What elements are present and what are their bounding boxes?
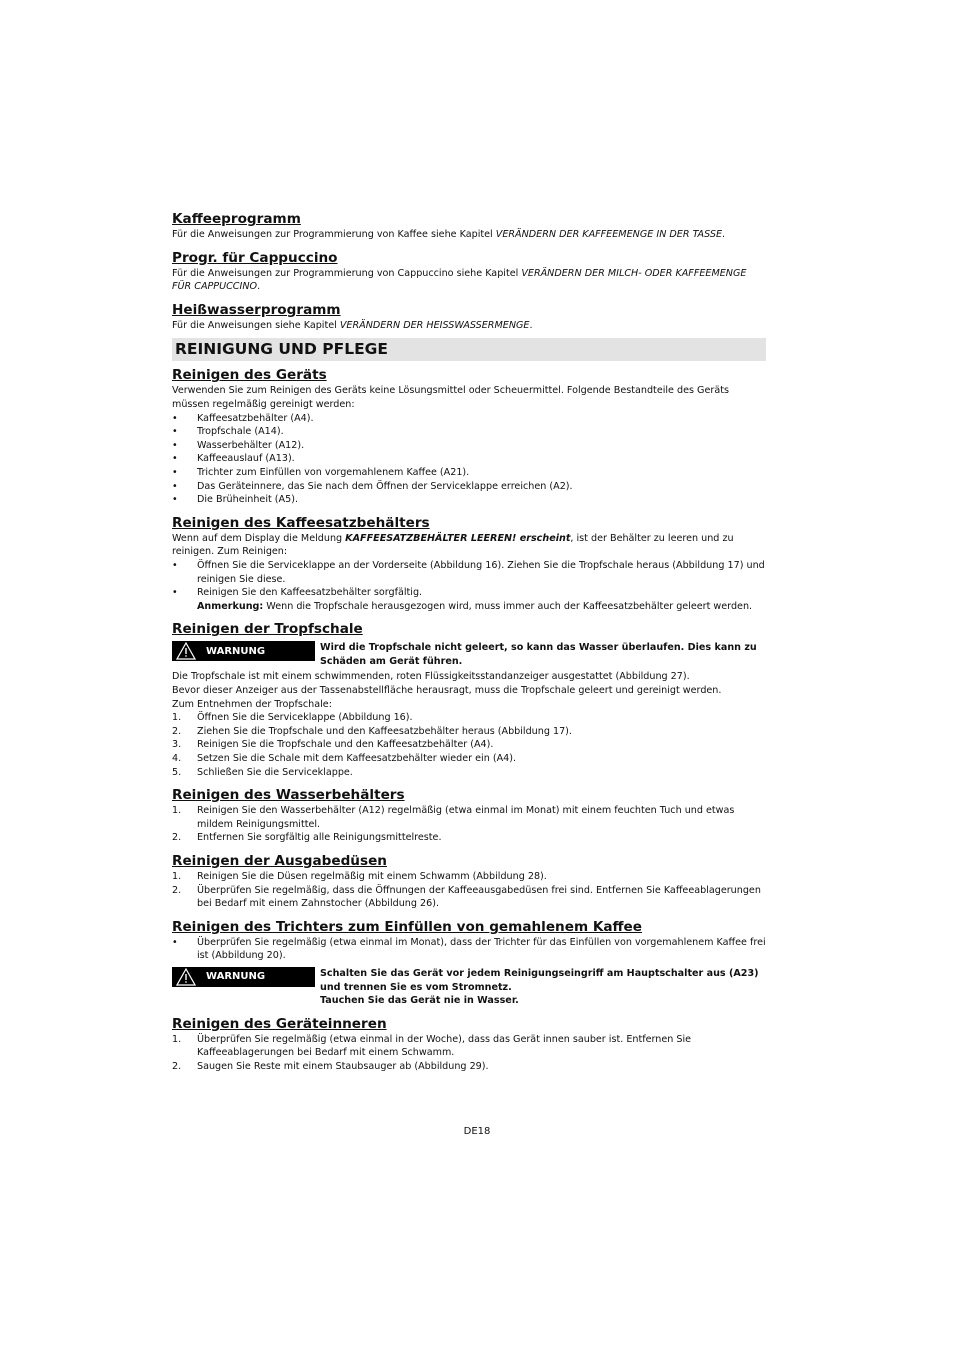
- step-number: 2.: [172, 725, 182, 737]
- list-item: [172, 480, 766, 494]
- kaffeeprogramm-end: .: [722, 229, 726, 240]
- kaffeesatz-intro-a: Wenn auf dem Display die Meldung: [172, 532, 346, 544]
- warning-box: [172, 967, 766, 1008]
- heisswasser-end: .: [529, 319, 533, 331]
- list-item: [172, 1060, 766, 1074]
- step-text: Entfernen Sie sorgfältig alle Reinigungsmittelreste.: [197, 832, 442, 844]
- bullet: •: [172, 426, 178, 438]
- list-item: [172, 452, 766, 466]
- bullet: •: [172, 466, 178, 478]
- list-item: [172, 559, 766, 586]
- step-text: Saugen Sie Reste mit einem Staubsauger ab (Abbildung 29).: [197, 1060, 489, 1072]
- warning-line: Schalten Sie das Gerät vor jedem Reinigungseingriff am Hauptschalter aus (A23) und trennen Sie es vom Stromnetz.: [320, 967, 759, 993]
- list-item: [172, 711, 766, 725]
- list-item: [172, 466, 766, 480]
- list-item: [172, 493, 766, 507]
- kaffeesatz-intro: [172, 532, 766, 559]
- step-text: Überprüfen Sie regelmäßig (etwa einmal in der Woche), dass das Gerät innen sauber ist. Entfernen Sie Kaffeeablagerungen bei Bedarf mit einem Schwamm.: [197, 1033, 692, 1059]
- list-item: [172, 586, 766, 600]
- kaffeesatz-intro-c: , ist der Behälter zu leeren und zu reinigen. Zum Reinigen:: [172, 532, 734, 558]
- warning-text: Wird die Tropfschale nicht geleert, so kann das Wasser überlaufen. Dies kann zu Schäden am Gerät führen.: [320, 642, 757, 667]
- heisswasser-text-lead: Für die Anweisungen siehe Kapitel: [172, 319, 340, 331]
- bullet: •: [172, 480, 178, 492]
- list-item: [172, 804, 766, 831]
- bullet: •: [172, 559, 178, 571]
- list-item: [172, 936, 766, 963]
- step-text: Öffnen Sie die Serviceklappe (Abbildung 16).: [197, 712, 413, 724]
- warning-box: [172, 641, 766, 668]
- kaffeeprogramm-ref: VERÄNDERN DER KAFFEEMENGE IN DER TASSE: [495, 229, 723, 240]
- list-item-text: Wasserbehälter (A12).: [197, 439, 305, 451]
- step-text: Setzen Sie die Schale mit dem Kaffeesatzbehälter wieder ein (A4).: [197, 753, 517, 765]
- list-item: [172, 831, 766, 845]
- step-text: Ziehen Sie die Tropfschale und den Kaffeesatzbehälter heraus (Abbildung 17).: [197, 725, 572, 737]
- tropfschale-text1: Die Tropfschale ist mit einem schwimmenden, roten Flüssigkeitsstandanzeiger ausgestattet (Abbildung 27).: [172, 671, 690, 683]
- bullet: •: [172, 453, 178, 465]
- list-item: [172, 738, 766, 752]
- heisswasser-text: [172, 319, 766, 333]
- tropfschale-text3: Zum Entnehmen der Tropfschale:: [172, 698, 332, 710]
- list-item: [172, 752, 766, 766]
- kaffeesatz-note: [172, 600, 766, 614]
- warning-triangle-icon: [176, 968, 196, 986]
- tropfschale-heading: Reinigen der Tropfschale: [172, 621, 363, 638]
- step-text: Reinigen Sie die Düsen regelmäßig mit einem Schwamm (Abbildung 28).: [197, 871, 547, 882]
- step-text: Überprüfen Sie regelmäßig, dass die Öffnungen der Kaffeeausgabedüsen frei sind. Entfernen Sie Kaffeeablagerungen bei Bedarf mit einem Zahnstocher (Abbildung 26).: [197, 884, 761, 910]
- section-title: REINIGUNG UND PFLEGE: [172, 338, 766, 361]
- step-number: 2.: [172, 832, 182, 844]
- bullet: •: [172, 587, 178, 599]
- kaffeesatz-display-message: KAFFEESATZBEHÄLTER LEEREN! erscheint: [345, 532, 571, 544]
- note-label: Anmerkung:: [197, 600, 264, 612]
- ausgabeduesen-heading: Reinigen der Ausgabedüsen: [172, 853, 387, 869]
- bullet: •: [172, 494, 178, 506]
- step-number: 3.: [172, 739, 182, 751]
- warning-label-block: [172, 641, 315, 661]
- note-text: Wenn die Tropfschale herausgezogen wird, muss immer auch der Kaffeesatzbehälter geleert werden.: [263, 600, 753, 612]
- step-number: 1.: [172, 712, 182, 724]
- kaffeeprogramm-text-lead: Für die Anweisungen zur Programmierung von Kaffee siehe Kapitel: [172, 229, 496, 240]
- warning-triangle-icon: [176, 642, 196, 660]
- heisswasser-heading: Heißwasserprogramm: [172, 301, 341, 318]
- step-text: Reinigen Sie die Tropfschale und den Kaffeesatzbehälter (A4).: [197, 739, 494, 751]
- heisswasser-ref: VERÄNDERN DER HEISSWASSERMENGE: [339, 319, 530, 331]
- step-number: 5.: [172, 766, 182, 778]
- warning-label: WARNUNG: [206, 645, 266, 657]
- step-text: Reinigen Sie den Wasserbehälter (A12) regelmäßig (etwa einmal im Monat) mit einem feuchten Tuch und etwas mildem Reinigungsmittel.: [197, 805, 735, 830]
- list-item-text: Trichter zum Einfüllen von vorgemahlenem Kaffee (A21).: [197, 466, 470, 478]
- trichter-heading: Reinigen des Trichters zum Einfüllen von gemahlenem Kaffee: [172, 918, 642, 935]
- step-number: 2.: [172, 884, 182, 896]
- cappuccino-ref: VERÄNDERN DER MILCH- ODER KAFFEEMENGE FÜR CAPPUCCINO: [172, 267, 747, 293]
- list-item-text: Kaffeesatzbehälter (A4).: [197, 412, 314, 424]
- bullet: •: [172, 936, 178, 948]
- list-item-text: Überprüfen Sie regelmäßig (etwa einmal im Monat), dass der Trichter für das Einfüllen von vorgemahlenem Kaffee frei ist (Abbildung 20).: [197, 936, 766, 962]
- cappuccino-end: .: [257, 281, 261, 293]
- cappuccino-heading: Progr. für Cappuccino: [172, 249, 338, 266]
- warning-line: Tauchen Sie das Gerät nie in Wasser.: [320, 995, 519, 1007]
- list-item-text: Reinigen Sie den Kaffeesatzbehälter sorgfältig.: [197, 587, 423, 599]
- cappuccino-text: [172, 267, 766, 294]
- step-number: 1.: [172, 1033, 182, 1045]
- list-item-text: Das Geräteinnere, das Sie nach dem Öffnen der Serviceklappe erreichen (A2).: [197, 480, 573, 492]
- list-item: [172, 1033, 766, 1060]
- geraet-heading: Reinigen des Geräts: [172, 367, 327, 384]
- warning-text: [320, 967, 766, 1008]
- kaffeesatz-heading: Reinigen des Kaffeesatzbehälters: [172, 514, 430, 531]
- step-number: 1.: [172, 871, 182, 882]
- step-number: 1.: [172, 805, 182, 817]
- list-item-text: Die Brüheinheit (A5).: [197, 494, 299, 506]
- list-item: [172, 725, 766, 739]
- list-item-text: Kaffeeauslauf (A13).: [197, 453, 295, 465]
- geraet-list: [172, 412, 766, 507]
- kaffeeprogramm-heading: Kaffeeprogramm: [172, 211, 301, 227]
- page-content: [172, 210, 766, 1074]
- kaffeeprogramm-text: [172, 228, 766, 242]
- list-item: [172, 884, 766, 911]
- list-item-text: Tropfschale (A14).: [197, 426, 284, 438]
- list-item: [172, 766, 766, 780]
- bullet: •: [172, 439, 178, 451]
- list-item: [172, 412, 766, 426]
- step-number: 2.: [172, 1060, 182, 1072]
- list-item-text: Öffnen Sie die Serviceklappe an der Vorderseite (Abbildung 16). Ziehen Sie die Tropfschale heraus (Abbildung 17) und reinigen Sie diese.: [197, 559, 765, 585]
- page-number: DE18: [463, 1126, 491, 1137]
- bullet: •: [172, 412, 178, 424]
- list-item: [172, 439, 766, 453]
- step-number: 4.: [172, 753, 182, 765]
- warning-label-block: [172, 967, 315, 987]
- geraeteinneren-heading: Reinigen des Geräteinneren: [172, 1015, 387, 1032]
- list-item: [172, 870, 766, 884]
- geraet-intro: Verwenden Sie zum Reinigen des Geräts keine Lösungsmittel oder Scheuermittel. Folgende Bestandteile des Geräts müssen regelmäßig gereinigt werden:: [172, 385, 729, 410]
- tropfschale-text2: Bevor dieser Anzeiger aus der Tassenabstellfläche herausragt, muss die Tropfschale geleert und gereinigt werden.: [172, 685, 722, 697]
- cappuccino-text-lead: Für die Anweisungen zur Programmierung von Cappuccino siehe Kapitel: [172, 267, 522, 279]
- wasserbehaelter-heading: Reinigen des Wasserbehälters: [172, 787, 405, 804]
- list-item: [172, 425, 766, 439]
- warning-label: WARNUNG: [206, 971, 266, 983]
- step-text: Schließen Sie die Serviceklappe.: [197, 766, 353, 778]
